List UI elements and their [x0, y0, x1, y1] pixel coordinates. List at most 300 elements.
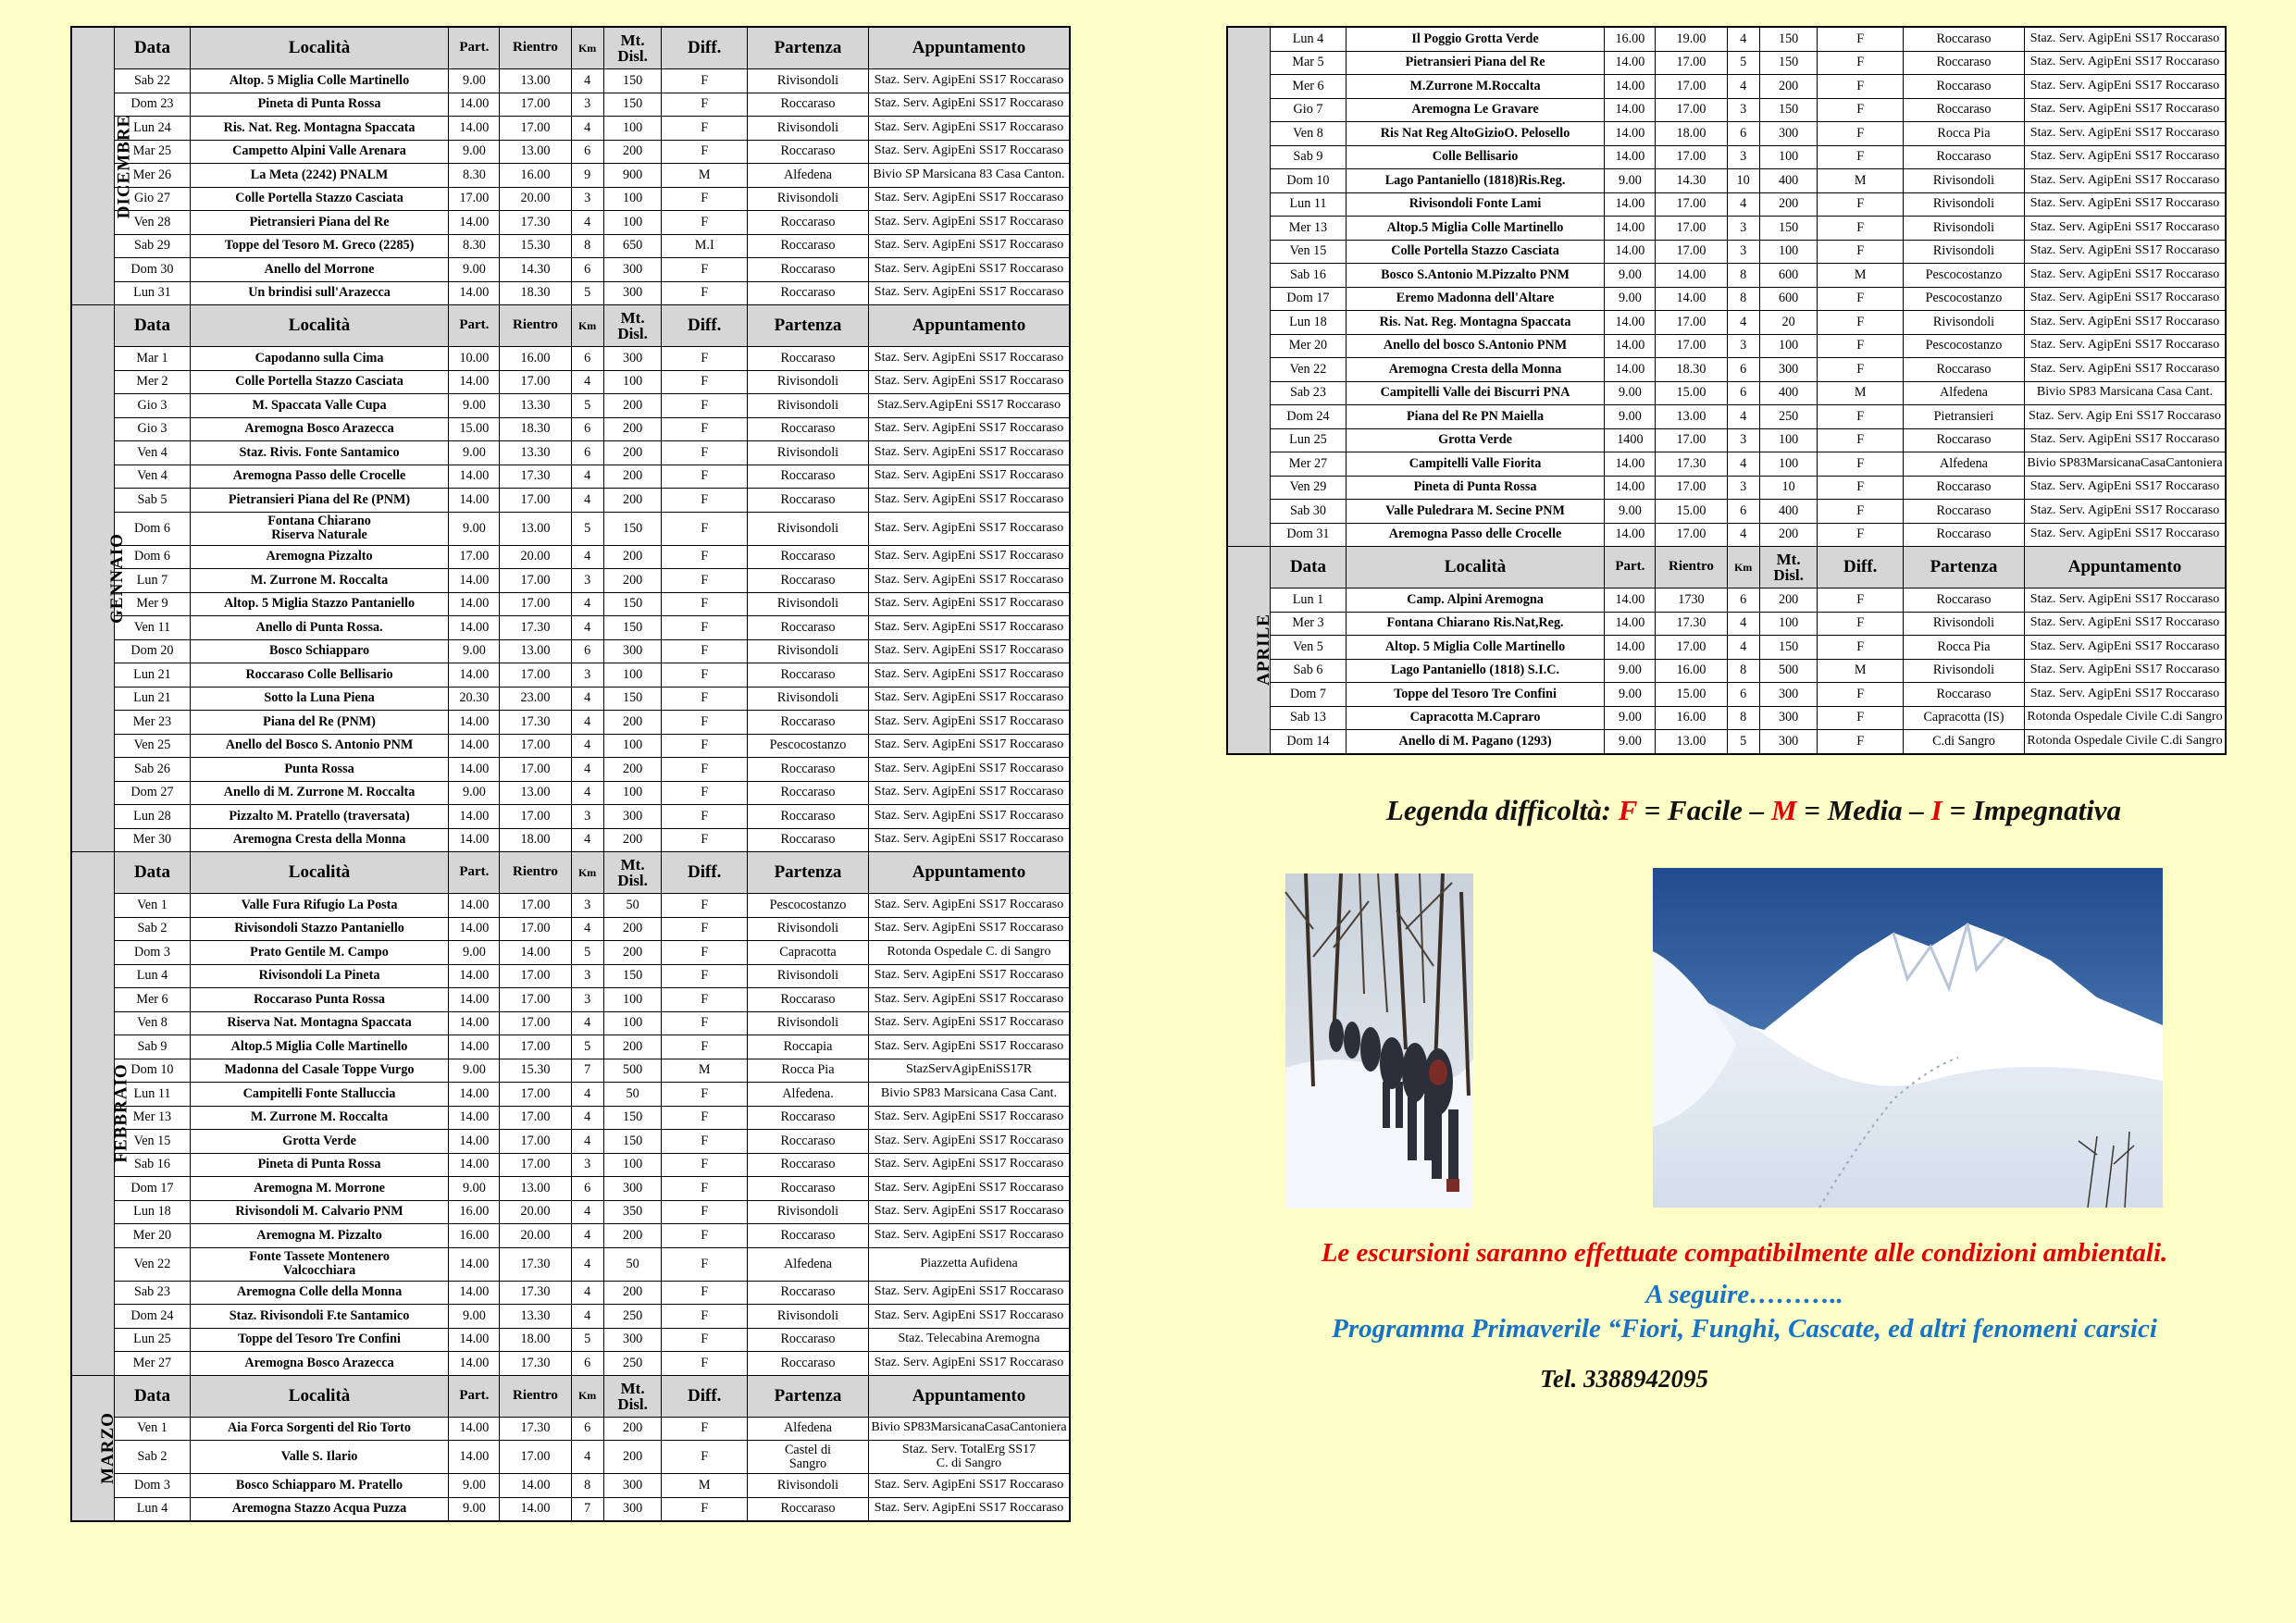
cell-diff: F — [662, 441, 747, 465]
cell-diff: F — [662, 758, 747, 782]
cell-data: Dom 6 — [115, 512, 190, 545]
table-row — [1228, 523, 2226, 547]
cell-appuntamento: Piazzetta Aufidena — [869, 1247, 1070, 1281]
cell-data: Mar 25 — [115, 140, 190, 164]
cell-mt: 200 — [1759, 75, 1818, 99]
table-header-row — [72, 28, 1070, 69]
cell-part: 14.00 — [449, 281, 500, 305]
cell-rientro: 15.30 — [500, 234, 571, 258]
cell-partenza: Alfedena — [747, 1247, 868, 1281]
header-km: Km — [571, 852, 603, 894]
cell-localita: Pizzalto M. Pratello (traversata) — [190, 805, 449, 829]
month-label — [72, 852, 131, 1376]
cell-rientro: 16.00 — [500, 347, 571, 371]
cell-diff: F — [662, 394, 747, 418]
cell-appuntamento: Staz. Serv. AgipEni SS17 Roccaraso — [869, 1305, 1070, 1329]
cell-partenza: Roccaraso — [1903, 500, 2024, 524]
cell-partenza: Rivisondoli — [1903, 217, 2024, 241]
cell-partenza: Rivisondoli — [747, 964, 868, 988]
cell-mt: 200 — [603, 1441, 662, 1474]
cell-appuntamento: Staz. Serv. AgipEni SS17 Roccaraso — [869, 1130, 1070, 1154]
cell-localita: Rivisondoli Stazzo Pantaniello — [190, 917, 449, 941]
cell-appuntamento: Staz. Serv. AgipEni SS17 Roccaraso — [869, 187, 1070, 211]
cell-rientro: 18.30 — [1656, 358, 1727, 382]
cell-diff: F — [662, 964, 747, 988]
cell-localita: Altop.5 Miglia Colle Martinello — [1346, 217, 1605, 241]
cell-partenza: Alfedena — [747, 1417, 868, 1441]
legend-i: I — [1930, 794, 1942, 826]
cell-part: 14.00 — [449, 465, 500, 489]
cell-partenza: Rivisondoli — [1903, 169, 2024, 193]
cell-partenza: Capracotta (IS) — [1903, 706, 2024, 730]
table-row — [72, 592, 1070, 616]
cell-rientro: 17.00 — [500, 592, 571, 616]
cell-rientro: 17.30 — [500, 711, 571, 735]
cell-data: Dom 20 — [115, 639, 190, 663]
cell-rientro: 17.00 — [500, 663, 571, 688]
cell-rientro: 16.00 — [1656, 706, 1727, 730]
table-row — [72, 1083, 1070, 1107]
cell-rientro: 23.00 — [500, 687, 571, 711]
notes-block — [1212, 1238, 2277, 1394]
cell-mt: 100 — [603, 734, 662, 758]
cell-data: Lun 21 — [115, 687, 190, 711]
cell-data: Sab 5 — [115, 489, 190, 513]
cell-appuntamento: Staz. Serv. AgipEni SS17 Roccaraso — [2025, 51, 2226, 75]
cell-diff: F — [662, 941, 747, 965]
cell-km: 4 — [571, 1011, 603, 1035]
legend-f-text: = Facile – — [1636, 794, 1771, 826]
header-partenza: Partenza — [1903, 547, 2024, 588]
cell-partenza: Roccaraso — [747, 569, 868, 593]
cell-rientro: 17.00 — [1656, 75, 1727, 99]
cell-localita: Toppe del Tesoro M. Greco (2285) — [190, 234, 449, 258]
cell-diff: F — [662, 1224, 747, 1248]
cell-data: Mer 3 — [1271, 612, 1346, 636]
cell-rientro: 13.00 — [500, 140, 571, 164]
cell-part: 15.00 — [449, 417, 500, 441]
cell-partenza: Roccaraso — [747, 781, 868, 805]
cell-appuntamento: Staz. Serv. AgipEni SS17 Roccaraso — [2025, 659, 2226, 683]
cell-mt: 200 — [1759, 192, 1818, 217]
cell-km: 3 — [571, 187, 603, 211]
table-row — [1228, 217, 2226, 241]
table-row — [1228, 264, 2226, 288]
cell-part: 14.00 — [1605, 523, 1656, 547]
cell-rientro: 17.30 — [500, 1417, 571, 1441]
table-row — [72, 917, 1070, 941]
header-mt: Mt. Disl. — [603, 28, 662, 69]
cell-part: 14.00 — [449, 758, 500, 782]
cell-km: 4 — [571, 758, 603, 782]
cell-rientro: 17.00 — [500, 569, 571, 593]
cell-appuntamento: Rotonda Ospedale C. di Sangro — [869, 941, 1070, 965]
cell-mt: 150 — [1759, 28, 1818, 52]
cell-localita: Campitelli Valle dei Biscurri PNA — [1346, 381, 1605, 405]
cell-km: 4 — [571, 1441, 603, 1474]
table-header-row — [1228, 547, 2226, 588]
cell-km: 8 — [1727, 287, 1759, 311]
header-rientro: Rientro — [500, 1375, 571, 1417]
snowy-mountain-photo — [1653, 868, 2163, 1208]
cell-km: 4 — [571, 734, 603, 758]
cell-partenza: Roccaraso — [1903, 51, 2024, 75]
cell-km: 9 — [571, 164, 603, 188]
cell-appuntamento: Staz. Serv. AgipEni SS17 Roccaraso — [2025, 122, 2226, 146]
cell-partenza: Roccaraso — [747, 489, 868, 513]
cell-partenza: Alfedena — [1903, 381, 2024, 405]
cell-mt: 150 — [1759, 51, 1818, 75]
cell-appuntamento: Bivio SP Marsicana 83 Casa Canton. — [869, 164, 1070, 188]
cell-localita: Fontana Chiarano Ris.Nat,Reg. — [1346, 612, 1605, 636]
month-label-text: FEBBRAIO — [111, 1063, 131, 1163]
cell-km: 8 — [1727, 706, 1759, 730]
cell-partenza: Rivisondoli — [747, 687, 868, 711]
cell-part: 14.00 — [449, 1352, 500, 1376]
cell-part: 9.00 — [1605, 706, 1656, 730]
cell-km: 4 — [571, 370, 603, 394]
table-row — [1228, 169, 2226, 193]
cell-diff: F — [662, 117, 747, 141]
cell-rientro: 17.00 — [500, 93, 571, 117]
legend-f: F — [1618, 794, 1637, 826]
cell-localita: Ris. Nat. Reg. Montagna Spaccata — [190, 117, 449, 141]
table-row — [72, 465, 1070, 489]
cell-localita: Roccaraso Colle Bellisario — [190, 663, 449, 688]
cell-diff: F — [1818, 240, 1903, 264]
cell-partenza: Rivisondoli — [747, 441, 868, 465]
cell-rientro: 17.00 — [500, 805, 571, 829]
cell-rientro: 17.00 — [500, 117, 571, 141]
cell-appuntamento: Staz. Serv. AgipEni SS17 Roccaraso — [869, 1106, 1070, 1130]
table-row — [1228, 683, 2226, 707]
cell-mt: 200 — [603, 758, 662, 782]
cell-data: Mer 27 — [1271, 452, 1346, 477]
cell-part: 14.00 — [449, 734, 500, 758]
cell-mt: 150 — [603, 69, 662, 93]
cell-mt: 200 — [603, 441, 662, 465]
cell-rientro: 15.00 — [1656, 683, 1727, 707]
cell-partenza: Roccaraso — [747, 616, 868, 640]
cell-km: 3 — [1727, 217, 1759, 241]
table-row — [72, 1153, 1070, 1177]
cell-diff: F — [1818, 28, 1903, 52]
cell-appuntamento: Bivio SP83MarsicanaCasaCantoniera — [869, 1417, 1070, 1441]
cell-rientro: 17.00 — [500, 1035, 571, 1059]
cell-mt: 200 — [603, 417, 662, 441]
cell-localita: Pineta di Punta Rossa — [190, 1153, 449, 1177]
cell-data: Lun 4 — [115, 1497, 190, 1521]
header-mt: Mt. Disl. — [603, 305, 662, 347]
cell-mt: 300 — [603, 347, 662, 371]
cell-km: 3 — [571, 805, 603, 829]
header-diff: Diff. — [662, 305, 747, 347]
cell-diff: F — [662, 663, 747, 688]
cell-data: Ven 28 — [115, 211, 190, 235]
cell-partenza: Roccaraso — [1903, 476, 2024, 500]
cell-localita: Campitelli Valle Fiorita — [1346, 452, 1605, 477]
cell-partenza: Roccaraso — [747, 758, 868, 782]
cell-data: Mer 20 — [115, 1224, 190, 1248]
cell-partenza: Rivisondoli — [1903, 240, 2024, 264]
cell-localita: Pineta di Punta Rossa — [190, 93, 449, 117]
cell-diff: M — [662, 1059, 747, 1083]
cell-appuntamento: Staz. Serv. AgipEni SS17 Roccaraso — [869, 828, 1070, 852]
cell-km: 4 — [1727, 28, 1759, 52]
cell-appuntamento: Staz. Serv. AgipEni SS17 Roccaraso — [869, 734, 1070, 758]
table-row — [72, 639, 1070, 663]
header-part: Part. — [449, 305, 500, 347]
cell-localita: Aremogna Pizzalto — [190, 545, 449, 569]
cell-part: 9.00 — [449, 941, 500, 965]
cell-rientro: 17.00 — [500, 1153, 571, 1177]
cell-part: 16.00 — [1605, 28, 1656, 52]
cell-part: 10.00 — [449, 347, 500, 371]
cell-rientro: 18.00 — [500, 828, 571, 852]
cell-km: 5 — [571, 1035, 603, 1059]
schedule-table-mar-apr — [1227, 27, 2226, 754]
table-row — [1228, 476, 2226, 500]
cell-part: 9.00 — [449, 1059, 500, 1083]
cell-data: Mar 5 — [1271, 51, 1346, 75]
cell-diff: F — [1818, 612, 1903, 636]
cell-appuntamento: Staz. Serv. AgipEni SS17 Roccaraso — [2025, 636, 2226, 660]
cell-km: 6 — [1727, 683, 1759, 707]
cell-km: 3 — [571, 988, 603, 1012]
cell-mt: 300 — [603, 281, 662, 305]
table-row — [1228, 51, 2226, 75]
cell-data: Dom 7 — [1271, 683, 1346, 707]
cell-data: Lun 4 — [1271, 28, 1346, 52]
table-row — [72, 281, 1070, 305]
cell-part: 14.00 — [449, 1328, 500, 1352]
cell-appuntamento: Staz. Serv. AgipEni SS17 Roccaraso — [869, 1035, 1070, 1059]
table-row — [72, 1106, 1070, 1130]
cell-mt: 100 — [603, 211, 662, 235]
cell-part: 14.00 — [449, 663, 500, 688]
cell-localita: Aremogna Passo delle Crocelle — [1346, 523, 1605, 547]
cell-rientro: 17.30 — [500, 616, 571, 640]
cell-km: 8 — [571, 234, 603, 258]
cell-mt: 250 — [603, 1305, 662, 1329]
month-label — [72, 28, 134, 305]
cell-data: Dom 10 — [115, 1059, 190, 1083]
cell-data: Ven 25 — [115, 734, 190, 758]
cell-part: 14.00 — [449, 1247, 500, 1281]
cell-part: 9.00 — [1605, 169, 1656, 193]
cell-diff: F — [662, 1247, 747, 1281]
table-row — [72, 1177, 1070, 1201]
cell-mt: 300 — [603, 258, 662, 282]
cell-km: 5 — [1727, 730, 1759, 754]
cell-rientro: 17.00 — [1656, 428, 1727, 452]
cell-partenza: Roccaraso — [747, 465, 868, 489]
cell-appuntamento: Staz. Serv. AgipEni SS17 Roccaraso — [2025, 145, 2226, 169]
cell-mt: 200 — [603, 545, 662, 569]
cell-localita: Pietransieri Piana del Re — [1346, 51, 1605, 75]
table-row — [72, 569, 1070, 593]
snowy-mountain-image — [1653, 868, 2163, 1208]
cell-appuntamento: Staz. Serv. AgipEni SS17 Roccaraso — [2025, 217, 2226, 241]
cell-appuntamento: Staz. Serv. AgipEni SS17 Roccaraso — [869, 281, 1070, 305]
cell-diff: F — [662, 258, 747, 282]
cell-partenza: Pietransieri — [1903, 405, 2024, 429]
header-partenza: Partenza — [747, 1375, 868, 1417]
cell-partenza: Rivisondoli — [747, 394, 868, 418]
table-header-row — [72, 305, 1070, 347]
cell-appuntamento: Staz. Serv. AgipEni SS17 Roccaraso — [2025, 500, 2226, 524]
cell-appuntamento: Bivio SP83 Marsicana Casa Cant. — [869, 1083, 1070, 1107]
cell-mt: 200 — [603, 569, 662, 593]
table-row — [72, 1035, 1070, 1059]
cell-rientro: 13.00 — [500, 512, 571, 545]
cell-mt: 150 — [1759, 217, 1818, 241]
cell-appuntamento: Bivio SP83 Marsicana Casa Cant. — [2025, 381, 2226, 405]
cell-km: 6 — [571, 417, 603, 441]
table-row — [72, 489, 1070, 513]
cell-part: 17.00 — [449, 187, 500, 211]
cell-localita: Aremogna Cresta della Monna — [1346, 358, 1605, 382]
cell-localita: Aremogna Bosco Arazecca — [190, 417, 449, 441]
cell-mt: 200 — [1759, 523, 1818, 547]
cell-rientro: 17.30 — [500, 465, 571, 489]
cell-part: 9.00 — [1605, 730, 1656, 754]
cell-diff: F — [1818, 428, 1903, 452]
header-part: Part. — [449, 1375, 500, 1417]
cell-data: Ven 8 — [115, 1011, 190, 1035]
table-row — [72, 758, 1070, 782]
cell-localita: Anello di M. Zurrone M. Roccalta — [190, 781, 449, 805]
cell-localita: Pietransieri Piana del Re (PNM) — [190, 489, 449, 513]
cell-mt: 100 — [1759, 428, 1818, 452]
cell-rientro: 17.00 — [1656, 311, 1727, 335]
cell-mt: 100 — [603, 370, 662, 394]
cell-km: 6 — [571, 1177, 603, 1201]
cell-km: 4 — [571, 1200, 603, 1224]
cell-diff: F — [1818, 683, 1903, 707]
cell-appuntamento: Staz. Serv. AgipEni SS17 Roccaraso — [869, 1474, 1070, 1498]
cell-diff: M — [1818, 381, 1903, 405]
table-row — [72, 347, 1070, 371]
cell-localita: M. Spaccata Valle Cupa — [190, 394, 449, 418]
cell-diff: F — [662, 545, 747, 569]
cell-appuntamento: Staz. Serv. AgipEni SS17 Roccaraso — [869, 663, 1070, 688]
cell-partenza: Rivisondoli — [747, 592, 868, 616]
cell-localita: Pineta di Punta Rossa — [1346, 476, 1605, 500]
cell-data: Sab 6 — [1271, 659, 1346, 683]
cell-part: 14.00 — [449, 592, 500, 616]
header-partenza: Partenza — [747, 305, 868, 347]
cell-mt: 150 — [603, 1130, 662, 1154]
cell-km: 3 — [571, 663, 603, 688]
cell-data: Mer 9 — [115, 592, 190, 616]
cell-localita: Anello di M. Pagano (1293) — [1346, 730, 1605, 754]
header-rientro: Rientro — [500, 305, 571, 347]
table-row — [72, 1281, 1070, 1305]
cell-diff: F — [662, 1035, 747, 1059]
cell-mt: 150 — [1759, 636, 1818, 660]
cell-part: 14.00 — [1605, 476, 1656, 500]
table-row — [72, 370, 1070, 394]
cell-diff: F — [1818, 192, 1903, 217]
cell-appuntamento: Staz. Serv. AgipEni SS17 Roccaraso — [869, 781, 1070, 805]
table-row — [1228, 240, 2226, 264]
cell-partenza: Roccaraso — [1903, 358, 2024, 382]
cell-data: Dom 3 — [115, 1474, 190, 1498]
cell-rientro: 17.00 — [500, 1441, 571, 1474]
cell-diff: F — [662, 894, 747, 918]
cell-partenza: Roccaraso — [747, 545, 868, 569]
left-schedule-table — [70, 26, 1071, 1522]
cell-appuntamento: StazServAgipEniSS17R — [869, 1059, 1070, 1083]
cell-data: Sab 30 — [1271, 500, 1346, 524]
cell-data: Sab 22 — [115, 69, 190, 93]
cell-localita: Toppe del Tesoro Tre Confini — [190, 1328, 449, 1352]
cell-partenza: Rivisondoli — [747, 1011, 868, 1035]
cell-part: 14.00 — [1605, 217, 1656, 241]
cell-appuntamento: Staz. Serv. AgipEni SS17 Roccaraso — [869, 758, 1070, 782]
table-row — [72, 734, 1070, 758]
cell-appuntamento: Staz. Serv. AgipEni SS17 Roccaraso — [2025, 287, 2226, 311]
cell-data: Ven 22 — [115, 1247, 190, 1281]
cell-partenza: Roccaraso — [747, 805, 868, 829]
cell-km: 4 — [1727, 523, 1759, 547]
cell-partenza: Alfedena — [747, 164, 868, 188]
cell-diff: F — [662, 616, 747, 640]
cell-rientro: 14.00 — [1656, 287, 1727, 311]
cell-part: 14.00 — [1605, 636, 1656, 660]
cell-localita: Aremogna M. Pizzalto — [190, 1224, 449, 1248]
cell-part: 14.00 — [1605, 75, 1656, 99]
cell-appuntamento: Staz. Serv. AgipEni SS17 Roccaraso — [869, 1200, 1070, 1224]
cell-appuntamento: Staz. Serv. AgipEni SS17 Roccaraso — [869, 1177, 1070, 1201]
cell-data: Dom 17 — [1271, 287, 1346, 311]
cell-part: 14.00 — [1605, 98, 1656, 122]
cell-appuntamento: Staz. Serv. AgipEni SS17 Roccaraso — [869, 140, 1070, 164]
cell-km: 8 — [1727, 659, 1759, 683]
cell-diff: F — [662, 1153, 747, 1177]
table-row — [72, 663, 1070, 688]
cell-partenza: Rivisondoli — [747, 69, 868, 93]
cell-rientro: 20.00 — [500, 1224, 571, 1248]
cell-part: 14.00 — [449, 616, 500, 640]
table-row — [1228, 122, 2226, 146]
legend-m-text: = Media – — [1796, 794, 1931, 826]
cell-rientro: 17.30 — [500, 1281, 571, 1305]
cell-mt: 100 — [1759, 612, 1818, 636]
cell-appuntamento: Staz. Serv. AgipEni SS17 Roccaraso — [2025, 476, 2226, 500]
cell-rientro: 17.30 — [500, 1352, 571, 1376]
table-row — [72, 941, 1070, 965]
cell-diff: F — [662, 711, 747, 735]
cell-rientro: 13.00 — [500, 1177, 571, 1201]
table-row — [72, 1305, 1070, 1329]
cell-rientro: 18.00 — [1656, 122, 1727, 146]
month-label — [1228, 28, 1271, 547]
cell-km: 4 — [571, 1247, 603, 1281]
cell-appuntamento: Staz. Serv. AgipEni SS17 Roccaraso — [869, 1352, 1070, 1376]
cell-km: 6 — [1727, 358, 1759, 382]
cell-mt: 150 — [603, 1106, 662, 1130]
cell-data: Sab 29 — [115, 234, 190, 258]
cell-appuntamento: Staz. Serv. AgipEni SS17 Roccaraso — [869, 512, 1070, 545]
cell-appuntamento: Staz. Serv. AgipEni SS17 Roccaraso — [869, 569, 1070, 593]
cell-rientro: 17.00 — [1656, 334, 1727, 358]
cell-data: Lun 11 — [115, 1083, 190, 1107]
table-row — [72, 234, 1070, 258]
cell-appuntamento: Staz. Telecabina Aremogna — [869, 1328, 1070, 1352]
cell-localita: Aremogna Stazzo Acqua Puzza — [190, 1497, 449, 1521]
